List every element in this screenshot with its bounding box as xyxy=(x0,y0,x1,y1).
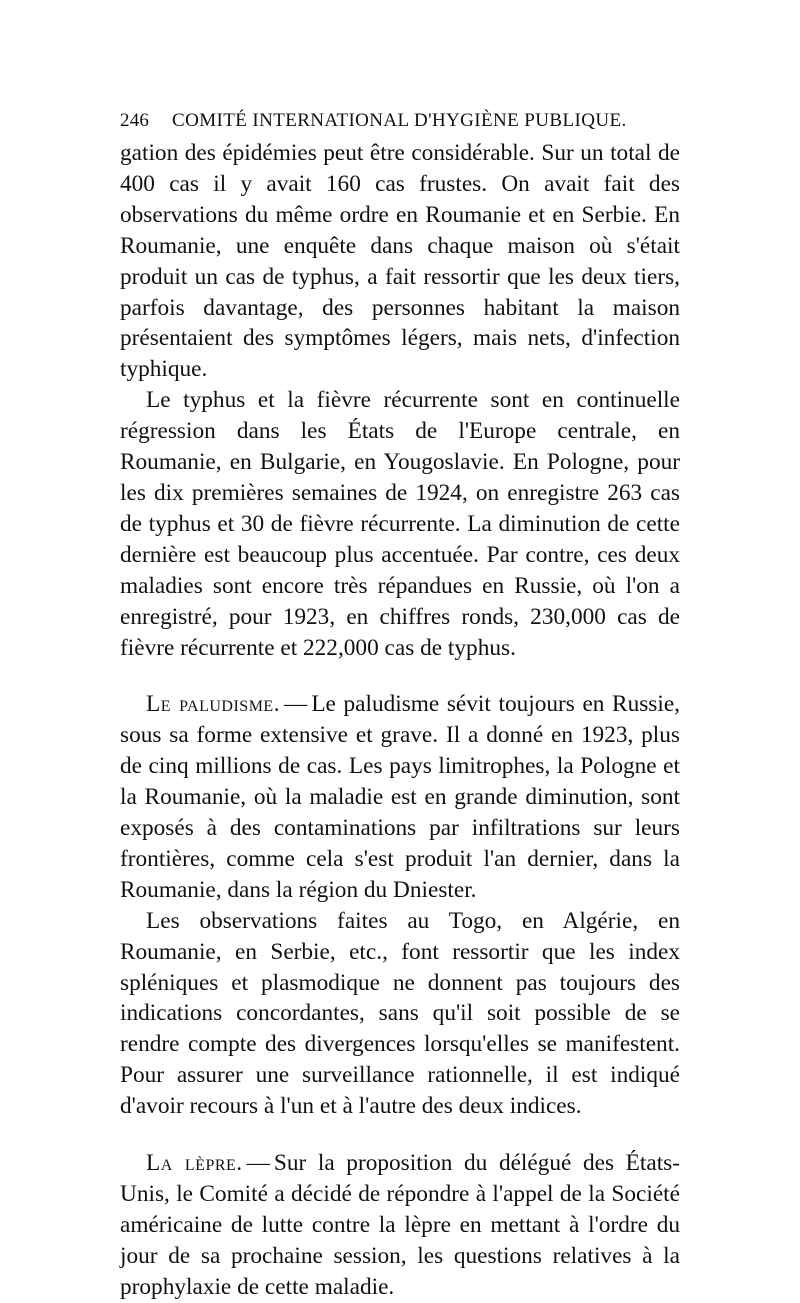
section-heading-paludisme: Le paludisme. xyxy=(146,691,281,718)
paludisme-text-1: Le paludisme sévit toujours en Russie, sous sa forme extensive et grave. Il a donné en 1923, plus de cinq millions de cas. Les pays limitrophes, la Pologne et la Roumanie, où la maladie est en grande diminution, sont exposés à des contaminations par infiltrations sur leurs frontières, comme cela s'est produit l'an dernier, dans la Roumanie, dans la région du Dniester. xyxy=(120,691,680,903)
typhus-paragraph-continued: gation des épidémies peut être considérable. Sur un total de 400 cas il y avait 160 cas frustes. On avait fait des observations du même ordre en Roumanie et en Serbie. En Roumanie, une enquête dans chaque maison où s'était produit un cas de typhus, a fait ressortir que les deux tiers, parfois davantage, des personnes habitant la maison présentaient des symptômes légers, mais nets, d'infection typhique. xyxy=(120,140,680,383)
heading-dash: — xyxy=(284,691,308,718)
typhus-paragraph-regression: Le typhus et la fièvre récurrente sont en continuelle régression dans les États de l'Europe centrale, en Roumanie, en Bulgarie, en Yougoslavie. En Pologne, pour les dix premières semaines de 1924, on enregistre 263 cas de typhus et 30 de fièvre récurrente. La diminution de cette dernière est beaucoup plus accentuée. Par contre, ces deux maladies sont encore très répandues en Russie, où l'on a enregistré, pour 1923, en chiffres ronds, 230,000 cas de fièvre récurrente et 222,000 cas de typhus. xyxy=(120,387,680,661)
running-header xyxy=(120,110,680,132)
page-number: 246 xyxy=(120,110,150,131)
paludisme-paragraph-2: Les observations faites au Togo, en Algérie, en Roumanie, en Serbie, etc., font ressortir que les index spléniques et plasmodique ne donnent pas toujours des indications concordantes, sans qu'il soit possible de se rendre compte des divergences lorsqu'elles se manifestent. Pour assurer une surveillance rationnelle, il est indiqué d'avoir recours à l'un et à l'autre des deux indices. xyxy=(120,907,680,1120)
section-heading-lepre: La lèpre. xyxy=(146,1150,243,1177)
document-page xyxy=(120,110,680,1303)
section-lepre xyxy=(120,1148,680,1303)
running-title: COMITÉ INTERNATIONAL D'HYGIÈNE PUBLIQUE. xyxy=(172,110,627,131)
lepre-paragraph xyxy=(120,1148,680,1303)
body-text xyxy=(120,138,680,1303)
heading-dash: — xyxy=(246,1150,270,1177)
paludisme-paragraph-1 xyxy=(120,689,680,905)
lepre-text: Sur la proposition du délégué des États-Unis, le Comité a décidé de répondre à l'appel de la Société américaine de lutte contre la lèpre en mettant à l'ordre du jour de sa prochaine session, les questions relatives à la prophylaxie de cette maladie. xyxy=(120,1150,680,1300)
section-paludisme xyxy=(120,689,680,1122)
